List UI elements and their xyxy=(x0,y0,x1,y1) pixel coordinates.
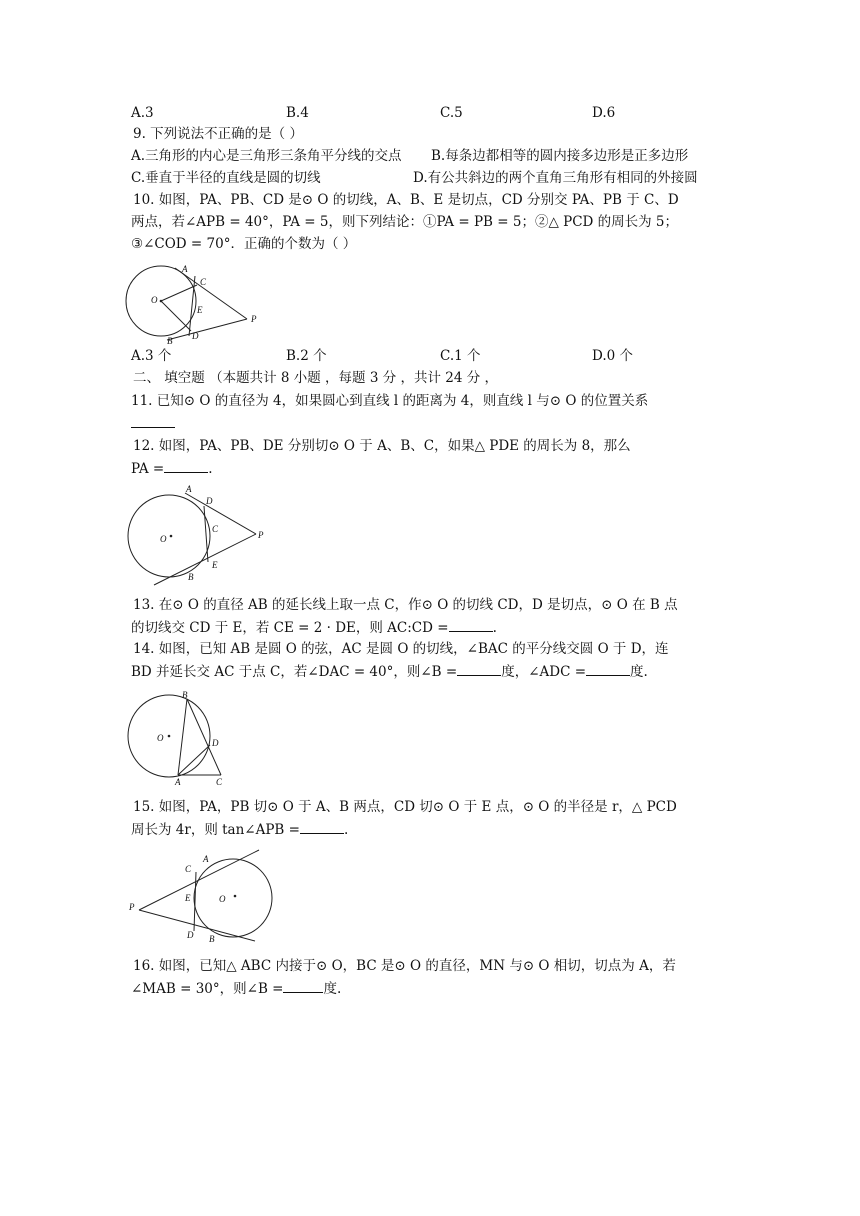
q16-line2-post: 度. xyxy=(323,981,342,997)
q14-label-d: D xyxy=(212,738,219,748)
q15-circle xyxy=(194,859,272,937)
q10-figure xyxy=(125,258,270,348)
q14-label-c: C xyxy=(216,777,223,787)
q8-option-a: A.3 xyxy=(131,105,154,121)
q13-line2-pre: 的切线交 CD 于 E，若 CE = 2 · DE，则 AC:CD = xyxy=(131,620,449,636)
q12-line-pb xyxy=(154,534,256,585)
q14-line1: 14. 如图，已知 AB 是圆 O 的弦，AC 是圆 O 的切线，∠BAC 的平分线交圆 O 于 D，连 xyxy=(133,641,669,657)
q14-line-ab xyxy=(178,699,187,775)
q10-label-p: P xyxy=(251,314,257,324)
q13-line2 xyxy=(131,618,497,637)
q10-option-c: C.1 个 xyxy=(440,348,481,364)
q15-label-d: D xyxy=(187,930,194,940)
q9-option-c: C.垂直于半径的直线是圆的切线 xyxy=(131,170,321,186)
q10-line1: 10. 如图，PA、PB、CD 是⊙ O 的切线，A、B、E 是切点，CD 分别交 PA、PB 于 C、D xyxy=(133,192,679,208)
q16-answer-blank[interactable] xyxy=(283,979,323,993)
q10-label-b: B xyxy=(167,336,173,346)
q14-label-b: B xyxy=(182,690,188,700)
q12-center-dot xyxy=(170,535,173,538)
q12-line-pa xyxy=(185,493,256,534)
q9-option-b: B.每条边都相等的圆内接多边形是正多边形 xyxy=(431,148,689,164)
q15-line2-pre: 周长为 4r，则 tan∠APB = xyxy=(131,822,300,838)
q10-option-b: B.2 个 xyxy=(286,348,327,364)
q16-line2 xyxy=(131,979,341,998)
q10-label-o: O xyxy=(151,295,158,305)
q12-answer-blank[interactable] xyxy=(164,459,208,473)
q15-line-pb xyxy=(139,910,255,941)
q15-label-b: B xyxy=(209,934,215,944)
q12-line2-pre: PA = xyxy=(131,461,165,477)
q9-option-a: A.三角形的内心是三角形三条角平分线的交点 xyxy=(131,148,402,164)
q14-center-dot xyxy=(168,735,171,738)
q12-label-e: E xyxy=(212,560,218,570)
q14-line-bc xyxy=(187,699,221,775)
q10-label-a: A xyxy=(182,264,188,274)
q10-label-e: E xyxy=(197,305,203,315)
q9-option-d: D.有公共斜边的两个直角三角形有相同的外接圆 xyxy=(413,170,698,186)
q14-figure xyxy=(126,688,236,788)
q10-center-dot xyxy=(160,300,163,303)
q15-label-a: A xyxy=(203,854,209,864)
q10-line-pb xyxy=(167,319,247,340)
q16-line2-pre: ∠MAB = 30°，则∠B = xyxy=(131,981,284,997)
q15-line2 xyxy=(131,820,348,839)
q12-label-c: C xyxy=(212,524,219,534)
q12-label-o: O xyxy=(160,534,167,544)
q14-label-o: O xyxy=(157,733,164,743)
q15-label-o: O xyxy=(219,894,226,904)
q8-option-d: D.6 xyxy=(592,105,616,121)
q12-line2 xyxy=(131,459,213,478)
q14-answer-blank-adc[interactable] xyxy=(586,662,630,676)
q15-line1: 15. 如图，PA，PB 切⊙ O 于 A、B 两点，CD 切⊙ O 于 E 点，⊙ O 的半径是 r，△ PCD xyxy=(133,799,677,815)
q15-figure xyxy=(125,848,280,946)
q11-line1: 11. 已知⊙ O 的直径为 4，如果圆心到直线 l 的距离为 4，则直线 l 与⊙ O 的位置关系 xyxy=(131,393,649,409)
q14-label-a: A xyxy=(175,777,181,787)
q8-option-b: B.4 xyxy=(286,105,309,121)
q12-label-b: B xyxy=(188,572,194,582)
q14-line2-mid: 度，∠ADC = xyxy=(501,664,587,680)
q12-line1: 12. 如图，PA、PB、DE 分别切⊙ O 于 A、B、C，如果△ PDE 的周长为 8，那么 xyxy=(133,438,631,454)
q15-label-p: P xyxy=(129,902,135,912)
q15-line-pa xyxy=(139,850,259,910)
q9-stem: 9. 下列说法不正确的是（ ） xyxy=(133,126,303,142)
q16-line1: 16. 如图，已知△ ABC 内接于⊙ O，BC 是⊙ O 的直径，MN 与⊙ O 相切，切点为 A，若 xyxy=(133,958,676,974)
q10-option-a: A.3 个 xyxy=(131,348,172,364)
q10-line-od xyxy=(161,301,191,331)
q15-label-c: C xyxy=(185,864,192,874)
q15-center-dot xyxy=(234,895,237,898)
q10-line3: ③∠COD = 70°．正确的个数为（ ） xyxy=(131,236,357,252)
q13-answer-blank[interactable] xyxy=(449,618,493,632)
q12-circle xyxy=(128,495,210,577)
q10-option-d: D.0 个 xyxy=(592,348,634,364)
q12-label-d: D xyxy=(206,496,213,506)
q14-line2-pre: BD 并延长交 AC 于点 C，若∠DAC = 40°，则∠B = xyxy=(131,664,458,680)
q14-answer-blank-b[interactable] xyxy=(457,662,501,676)
q12-line2-post: . xyxy=(208,461,213,477)
q14-line-ad xyxy=(178,745,210,775)
q12-label-p: P xyxy=(258,530,264,540)
q10-line-oc xyxy=(161,285,197,301)
q15-label-e: E xyxy=(185,893,191,903)
q8-option-c: C.5 xyxy=(440,105,463,121)
q10-line-pa xyxy=(175,268,247,319)
q13-line1: 13. 在⊙ O 的直径 AB 的延长线上取一点 C，作⊙ O 的切线 CD，D 是切点，⊙ O 在 B 点 xyxy=(133,597,678,613)
q11-answer-blank[interactable] xyxy=(131,414,175,433)
q12-label-a: A xyxy=(186,484,192,494)
q14-line2-post: 度. xyxy=(630,664,648,680)
q15-line2-post: . xyxy=(343,822,349,838)
q15-answer-blank[interactable] xyxy=(300,820,344,834)
q10-label-d: D xyxy=(192,331,199,341)
section2-heading: 二、 填空题 （本题共计 8 小题 ，每题 3 分 ，共计 24 分 ， xyxy=(133,370,499,386)
q13-line2-post: . xyxy=(492,620,497,636)
q10-line2: 两点，若∠APB = 40°，PA = 5，则下列结论：①PA = PB = 5；②△ PCD 的周长为 5； xyxy=(131,214,679,230)
q12-figure xyxy=(126,482,271,590)
q10-label-c: C xyxy=(200,277,207,287)
q14-line2 xyxy=(131,662,648,681)
